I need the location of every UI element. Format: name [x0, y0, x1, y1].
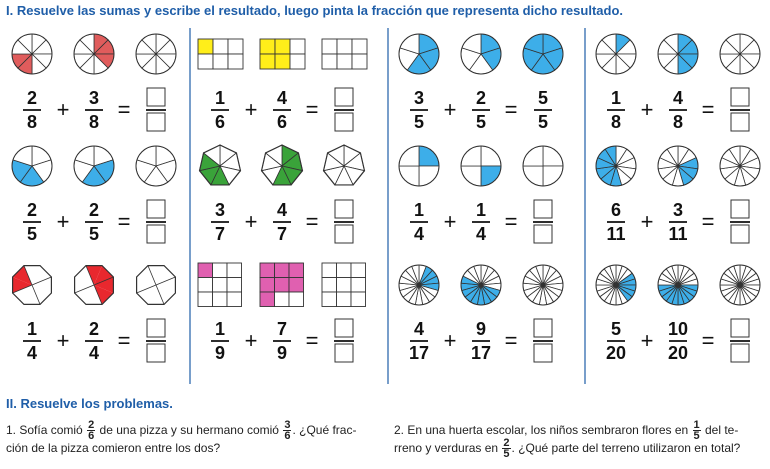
plus-sign: + — [244, 209, 258, 234]
problem-text: rreno y verduras en — [394, 441, 499, 455]
fraction-exercise — [399, 146, 563, 244]
fraction-exercise — [399, 265, 563, 363]
numerator-answer-box[interactable] — [335, 88, 353, 106]
heptagon-7-fraction-icon — [262, 145, 303, 185]
inline-fraction: $\frac{1}{5}$ — [693, 419, 700, 443]
numerator-answer-box[interactable] — [731, 200, 749, 218]
circle-17-fraction-icon[interactable] — [523, 265, 563, 305]
circle-5-fraction-icon — [399, 34, 439, 74]
plus-sign: + — [640, 209, 654, 234]
numerator: 2 — [88, 319, 100, 339]
grid-9-fraction-icon — [260, 263, 304, 307]
problem-text: . ¿Qué frac- — [292, 423, 357, 437]
circle-8-fraction-icon — [596, 34, 636, 74]
circle-11-fraction-icon — [596, 146, 636, 186]
numerator: 5 — [537, 88, 549, 108]
problem-1 — [6, 418, 378, 466]
section-2-title: II. Resuelve los problemas. — [6, 396, 173, 411]
numerator-answer-box[interactable] — [147, 319, 165, 337]
denominator: 8 — [610, 112, 622, 132]
plus-sign: + — [244, 97, 258, 122]
equals-sign: = — [117, 97, 131, 122]
denominator: 8 — [26, 112, 38, 132]
numerator: 1 — [475, 200, 487, 220]
denominator: 17 — [408, 343, 430, 363]
numerator: 7 — [276, 319, 288, 339]
numerator: 4 — [276, 88, 288, 108]
denominator-answer-box[interactable] — [534, 225, 552, 243]
denominator: 5 — [475, 112, 487, 132]
heptagon-7-fraction-icon[interactable] — [324, 145, 365, 185]
circle-20-fraction-icon — [596, 265, 636, 305]
denominator: 5 — [413, 112, 425, 132]
circle-5-fraction-icon[interactable] — [136, 146, 176, 186]
circle-5-fraction-icon — [74, 146, 114, 186]
denominator-answer-box[interactable] — [335, 344, 353, 362]
equals-sign: = — [504, 97, 518, 122]
denominator: 6 — [276, 112, 288, 132]
circle-8-fraction-icon — [74, 34, 114, 74]
numerator: 3 — [214, 200, 226, 220]
denominator: 5 — [88, 224, 100, 244]
denominator: 5 — [26, 224, 38, 244]
denominator: 11 — [606, 224, 626, 244]
circle-20-fraction-icon[interactable] — [720, 265, 760, 305]
problem-text: . ¿Qué parte del terreno utilizaron en total? — [511, 441, 741, 455]
numerator: 1 — [413, 200, 425, 220]
numerator-answer-box[interactable] — [534, 319, 552, 337]
numerator: 10 — [667, 319, 689, 339]
denominator: 9 — [214, 343, 226, 363]
equals-sign: = — [504, 328, 518, 353]
fraction-exercise — [596, 34, 760, 132]
numerator: 4 — [413, 319, 425, 339]
denominator: 17 — [470, 343, 492, 363]
problem-text: del te- — [705, 423, 739, 437]
fraction-exercise — [200, 145, 365, 244]
numerator: 1 — [214, 88, 226, 108]
equals-sign: = — [117, 209, 131, 234]
grid-6-fraction-icon — [260, 39, 305, 69]
plus-sign: + — [640, 97, 654, 122]
problem-text: En una huerta escolar, los niños sembraron flores en — [407, 423, 689, 437]
equals-sign: = — [701, 97, 715, 122]
equals-sign: = — [305, 209, 319, 234]
fraction-exercise — [399, 34, 563, 132]
numerator-answer-box[interactable] — [335, 200, 353, 218]
denominator-answer-box[interactable] — [534, 344, 552, 362]
circle-20-fraction-icon — [658, 265, 698, 305]
numerator: 3 — [88, 88, 100, 108]
plus-sign: + — [443, 97, 457, 122]
denominator: 7 — [276, 224, 288, 244]
denominator-answer-box[interactable] — [147, 225, 165, 243]
numerator-answer-box[interactable] — [731, 88, 749, 106]
fraction-exercise — [596, 146, 760, 244]
fraction-exercise — [198, 263, 366, 363]
section-1-title: I. Resuelve las sumas y escribe el resultado, luego pinta la fracción que representa dicho resultado. — [6, 3, 623, 18]
equals-sign: = — [305, 97, 319, 122]
plus-sign: + — [443, 328, 457, 353]
problem-number: 1. — [6, 423, 17, 437]
plus-sign: + — [56, 209, 70, 234]
inline-fraction: $\frac{2}{5}$ — [503, 437, 510, 461]
denominator-answer-box[interactable] — [731, 225, 749, 243]
numerator: 1 — [610, 88, 622, 108]
numerator-answer-box[interactable] — [147, 88, 165, 106]
equals-sign: = — [701, 328, 715, 353]
numerator: 3 — [672, 200, 684, 220]
denominator: 20 — [667, 343, 689, 363]
denominator: 4 — [413, 224, 425, 244]
equals-sign: = — [305, 328, 319, 353]
denominator-answer-box[interactable] — [335, 225, 353, 243]
equals-sign: = — [117, 328, 131, 353]
denominator: 4 — [88, 343, 100, 363]
denominator: 9 — [276, 343, 288, 363]
circle-11-fraction-icon[interactable] — [720, 146, 760, 186]
numerator: 6 — [610, 200, 622, 220]
numerator: 3 — [413, 88, 425, 108]
denominator-answer-box[interactable] — [335, 113, 353, 131]
numerator: 4 — [276, 200, 288, 220]
circle-4-fraction-icon[interactable] — [523, 146, 563, 186]
plus-sign: + — [640, 328, 654, 353]
circle-11-fraction-icon — [658, 146, 698, 186]
denominator: 6 — [214, 112, 226, 132]
numerator: 2 — [26, 88, 38, 108]
plus-sign: + — [443, 209, 457, 234]
denominator-answer-box[interactable] — [147, 113, 165, 131]
fraction-exercise — [12, 146, 176, 244]
problem-2 — [394, 418, 766, 466]
circle-5-fraction-icon[interactable] — [523, 34, 563, 74]
numerator: 5 — [610, 319, 622, 339]
heptagon-7-fraction-icon — [200, 145, 241, 185]
numerator: 1 — [214, 319, 226, 339]
grid-6-fraction-icon — [198, 39, 243, 69]
fraction-exercise — [596, 265, 760, 363]
circle-17-fraction-icon — [399, 265, 439, 305]
denominator: 4 — [475, 224, 487, 244]
numerator-answer-box[interactable] — [534, 200, 552, 218]
problem-number: 2. — [394, 423, 405, 437]
fraction-exercise — [12, 34, 176, 132]
numerator: 2 — [26, 200, 38, 220]
octagon-4-fraction-icon — [75, 266, 114, 305]
denominator-answer-box[interactable] — [147, 344, 165, 362]
circle-5-fraction-icon — [461, 34, 501, 74]
circle-8-fraction-icon[interactable] — [136, 34, 176, 74]
denominator: 8 — [88, 112, 100, 132]
denominator: 7 — [214, 224, 226, 244]
grid-9-fraction-icon — [198, 263, 242, 307]
circle-8-fraction-icon — [12, 34, 52, 74]
octagon-4-fraction-icon[interactable] — [137, 266, 176, 305]
denominator-answer-box[interactable] — [731, 113, 749, 131]
denominator: 8 — [672, 112, 684, 132]
numerator: 2 — [475, 88, 487, 108]
circle-8-fraction-icon — [658, 34, 698, 74]
plus-sign: + — [56, 97, 70, 122]
octagon-4-fraction-icon — [13, 266, 52, 305]
denominator-answer-box[interactable] — [731, 344, 749, 362]
plus-sign: + — [56, 328, 70, 353]
numerator: 1 — [26, 319, 38, 339]
problem-text: Sofía comió — [19, 423, 83, 437]
numerator: 9 — [475, 319, 487, 339]
denominator: 20 — [605, 343, 627, 363]
plus-sign: + — [244, 328, 258, 353]
numerator: 2 — [88, 200, 100, 220]
circle-4-fraction-icon — [399, 146, 439, 186]
circle-17-fraction-icon — [461, 265, 501, 305]
numerator-answer-box[interactable] — [147, 200, 165, 218]
exercise-board — [0, 24, 770, 390]
denominator: 4 — [26, 343, 38, 363]
denominator: 11 — [668, 224, 688, 244]
circle-8-fraction-icon[interactable] — [720, 34, 760, 74]
grid-6-fraction-icon[interactable] — [322, 39, 367, 69]
denominator: 5 — [537, 112, 549, 132]
equals-sign: = — [504, 209, 518, 234]
circle-4-fraction-icon — [461, 146, 501, 186]
grid-9-fraction-icon[interactable] — [322, 263, 366, 307]
fraction-exercise — [13, 266, 176, 363]
problem-text: ción de la pizza comieron entre los dos? — [6, 441, 221, 455]
numerator-answer-box[interactable] — [731, 319, 749, 337]
fraction-exercise — [198, 39, 367, 132]
numerator-answer-box[interactable] — [335, 319, 353, 337]
inline-fraction: $\frac{3}{6}$ — [284, 419, 291, 443]
numerator: 4 — [672, 88, 684, 108]
circle-5-fraction-icon — [12, 146, 52, 186]
equals-sign: = — [701, 209, 715, 234]
problem-text: de una pizza y su hermano comió — [99, 423, 279, 437]
inline-fraction: $\frac{2}{6}$ — [88, 419, 95, 443]
